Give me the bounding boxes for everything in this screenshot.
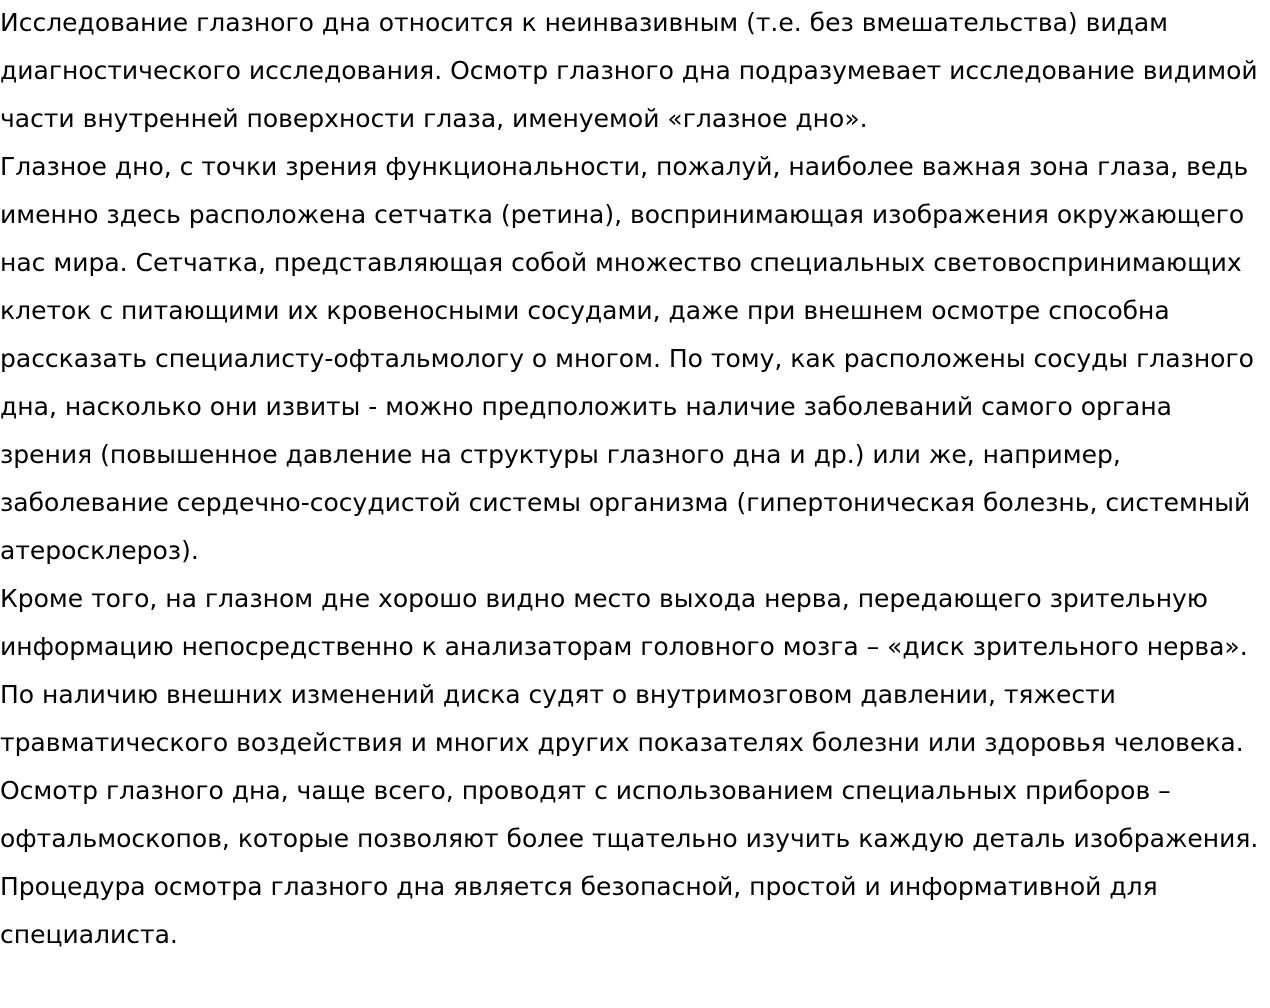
paragraph-optic-disc: Кроме того, на глазном дне хорошо видно место выхода нерва, передающего зрительную информацию непосредственно к анализаторам головного мозга – «диск зрительного нерва». По наличию внешних изменений диска судят о внутримозговом давлении, тяжести травматического воздействия и многих других показателях болезни или здоровья человека. [0,584,1248,757]
paragraph-ophthalmoscope: Осмотр глазного дна, чаще всего, проводят с использованием специальных приборов – офтальмоскопов, которые позволяют более тщательно изучить каждую деталь изображения. Процедура осмотра глазного дна является безопасной, простой и информативной для специалиста. [0,776,1259,949]
paragraph-retina: Глазное дно, с точки зрения функциональности, пожалуй, наиболее важная зона глаза, ведь именно здесь расположена сетчатка (ретина), воспринимающая изображения окружающего нас мира. Сетчатка, представляющая собой множество специальных световоспринимающих клеток с питающими их кровеносными сосудами, даже при внешнем осмотре способна рассказать специалисту-офтальмологу о многом. По тому, как расположены сосуды глазного дна, насколько они извиты - можно предположить наличие заболеваний самого органа зрения (повышенное давление на структуры глазного дна и др.) или же, например, заболевание сердечно-сосудистой системы организма (гипертоническая болезнь, системный атеросклероз). [0,152,1254,565]
paragraph-intro: Исследование глазного дна относится к неинвазивным (т.е. без вмешательства) видам диагностического исследования. Осмотр глазного дна подразумевает исследование видимой части внутренней поверхности глаза, именуемой «глазное дно». [0,8,1258,133]
